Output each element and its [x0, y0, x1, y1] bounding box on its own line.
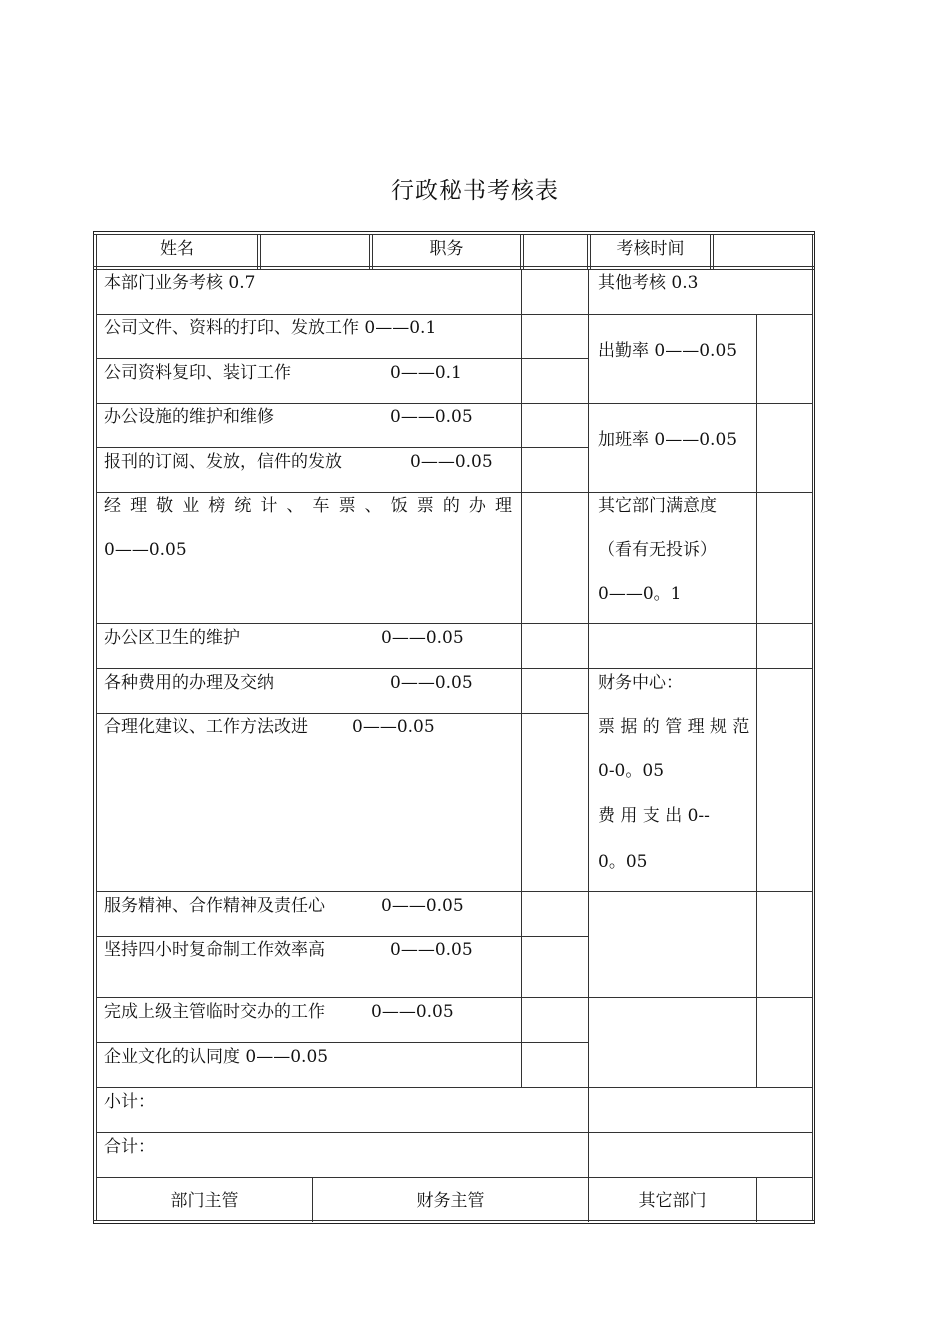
header-divider [710, 234, 711, 269]
item-facility-maintenance: 办公设施的维护和维修 [104, 407, 274, 427]
item-service-spirit: 服务精神、合作精神及责任心 [104, 896, 325, 916]
overtime-rate: 加班率 0——0.05 [598, 430, 738, 450]
row-line [96, 891, 812, 892]
row-line [96, 997, 812, 998]
left-inner-border [96, 234, 97, 1221]
satisfaction-score: 0——0。1 [598, 584, 682, 604]
bottom-inner-border [93, 1220, 815, 1221]
satisfaction-label: 其它部门满意度 [598, 496, 717, 516]
name-label: 姓名 [160, 239, 194, 259]
position-label: 职务 [429, 239, 464, 259]
row-line [96, 668, 812, 669]
row-line [96, 623, 812, 624]
row-line [96, 713, 588, 714]
item-print-distribute: 公司文件、资料的打印、发放工作 0——0.1 [104, 318, 437, 338]
item-manager-tickets-score: 0——0.05 [104, 540, 187, 560]
item-copy-bind: 公司资料复印、装订工作 [104, 363, 291, 383]
header-divider [369, 234, 370, 269]
item-suggestions-score: 0——0.05 [352, 717, 435, 737]
finance-head-label: 财务主管 [416, 1191, 485, 1211]
page-title: 行政秘书考核表 [391, 178, 559, 204]
dept-section-label: 本部门业务考核 0.7 [104, 273, 256, 293]
item-office-hygiene: 办公区卫生的维护 [104, 628, 240, 648]
other-section-label: 其他考核 0.3 [598, 273, 699, 293]
other-score-column-line [756, 314, 757, 1088]
item-copy-bind-score: 0——0.1 [390, 363, 462, 383]
finance-center-label: 财务中心： [598, 673, 683, 693]
item-temporary-tasks-score: 0——0.05 [371, 1002, 454, 1022]
finance-expense-score: 0。05 [598, 852, 648, 872]
item-corporate-culture: 企业文化的认同度 0——0.05 [104, 1047, 329, 1067]
header-divider [260, 234, 261, 269]
total-label: 合计： [104, 1137, 155, 1157]
right-inner-border [812, 234, 813, 1221]
header-divider [713, 234, 714, 269]
finance-expense-label: 费 用 支 出 0-- [598, 806, 710, 826]
header-bottom-line [93, 266, 815, 267]
row-line [96, 403, 812, 404]
attendance-rate: 出勤率 0——0.05 [598, 341, 738, 361]
item-manager-tickets: 经 理 敬 业 榜 统 计 、 车 票 、 饭 票 的 办 理 [104, 496, 512, 516]
row-line [96, 1087, 812, 1088]
finance-receipt-score: 0-0。05 [598, 761, 665, 781]
header-top-line [93, 234, 815, 235]
item-expense-handling: 各种费用的办理及交纳 [104, 673, 274, 693]
item-temporary-tasks: 完成上级主管临时交办的工作 [104, 1002, 325, 1022]
item-reporting-efficiency-score: 0——0.05 [390, 940, 473, 960]
footer-score-line [756, 1177, 757, 1222]
row-line [96, 492, 812, 493]
score-column-line [521, 269, 522, 1088]
item-service-spirit-score: 0——0.05 [381, 896, 464, 916]
item-reporting-efficiency: 坚持四小时复命制工作效率高 [104, 940, 325, 960]
other-column-line [588, 269, 589, 1222]
row-line [96, 1132, 812, 1133]
subtotal-label: 小计： [104, 1092, 155, 1112]
header-divider [520, 234, 521, 269]
row-line [96, 1177, 812, 1178]
item-facility-maintenance-score: 0——0.05 [390, 407, 473, 427]
assessment-time-label: 考核时间 [616, 239, 685, 259]
finance-receipt-management: 票 据 的 管 理 规 范 [598, 717, 750, 737]
item-newspaper-mail: 报刊的订阅、发放，信件的发放 [104, 452, 342, 472]
row-line [96, 936, 588, 937]
header-divider [257, 234, 258, 269]
satisfaction-note: （看有无投诉） [598, 540, 717, 560]
item-office-hygiene-score: 0——0.05 [381, 628, 464, 648]
header-bottom-line-2 [93, 269, 815, 270]
item-expense-handling-score: 0——0.05 [390, 673, 473, 693]
item-newspaper-mail-score: 0——0.05 [410, 452, 493, 472]
item-suggestions: 合理化建议、工作方法改进 [104, 717, 308, 737]
row-line [96, 447, 588, 448]
row-line [96, 358, 588, 359]
other-dept-label: 其它部门 [638, 1191, 707, 1211]
header-divider [587, 234, 588, 269]
row-line [96, 1042, 588, 1043]
header-divider [523, 234, 524, 269]
dept-head-label: 部门主管 [170, 1191, 239, 1211]
row-line [96, 314, 812, 315]
